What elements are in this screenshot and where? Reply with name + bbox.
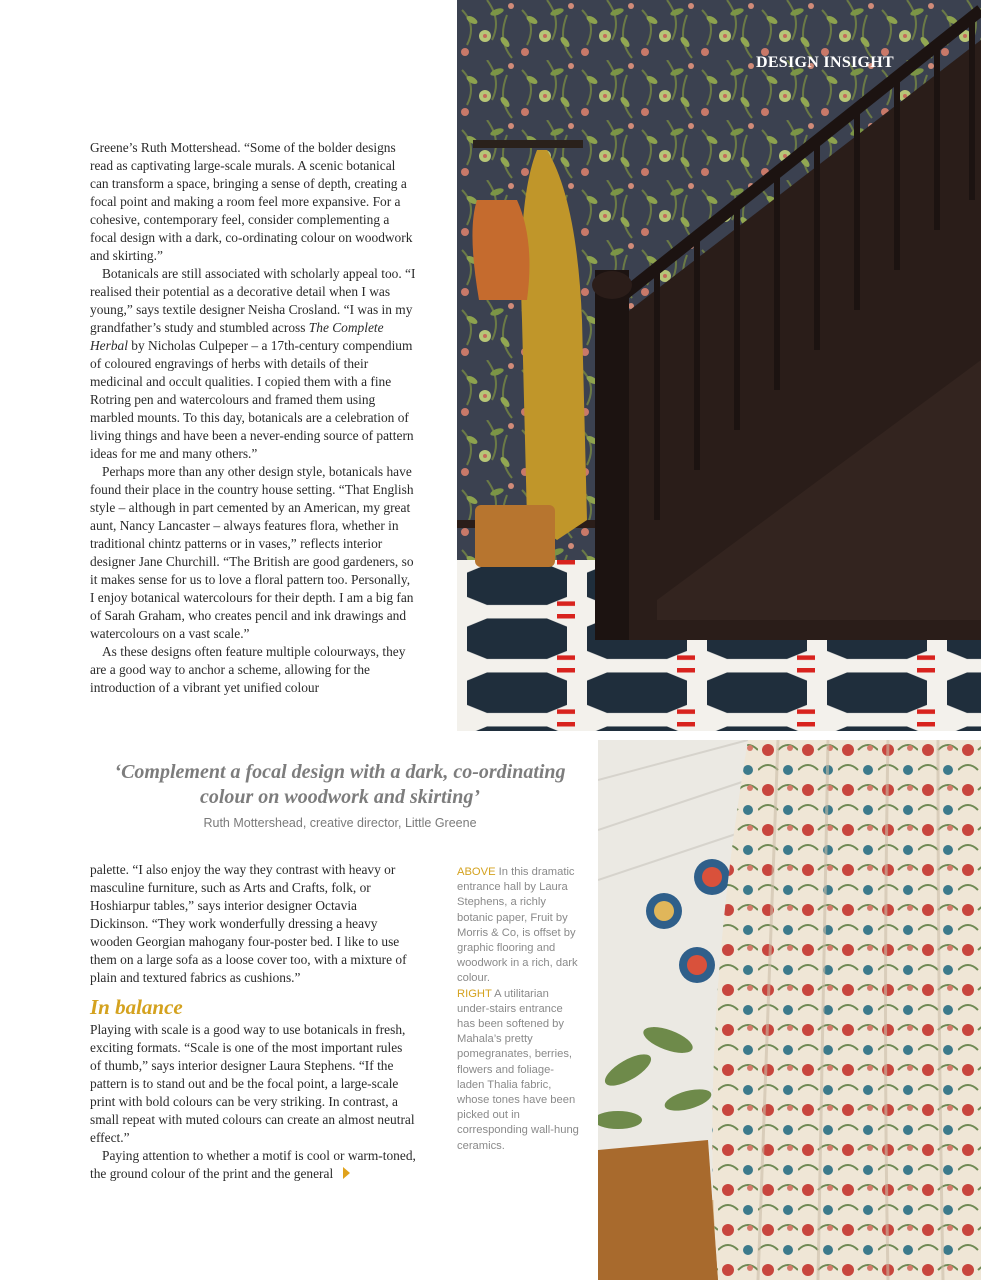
subheading: In balance (90, 995, 183, 1019)
photo-captions (457, 865, 581, 1154)
photo-under-stairs (598, 740, 981, 1280)
caption-text-above: In this dramatic entrance hall by Laura Stephens, a richly botanic paper, Fruit by Morris & Co, is offset by graphic flooring and woodwork in a rich, dark colour. (457, 866, 578, 985)
section-label: DESIGN INSIGHT (755, 54, 895, 71)
book-title: The Complete Herbal (90, 320, 384, 353)
article-paragraph (90, 265, 416, 463)
paragraph-text: by Nicholas Culpeper – a 17th-century compendium of coloured engravings of herbs with details of their medicinal and occult qualities. I copied them with a fine Rotring pen and watercolours and framed them using marbled mounts. To this day, botanicals are a celebration of living things and have been a never-ending source of pattern ideas for me and many others.” (90, 338, 414, 461)
under-stairs-illustration (598, 740, 981, 1280)
caption-label-right: RIGHT (457, 987, 492, 1000)
article-paragraph: As these designs often feature multiple colourways, they are a good way to anchor a scheme, allowing for the introduction of a vibrant yet unified colour (90, 644, 406, 695)
article-paragraph: palette. “I also enjoy the way they contrast with heavy or masculine furniture, such as Arts and Crafts, folk, or Hoshiarpur tables,” says interior designer Octavia Dickinson. “They work wonderfully dressing a heavy wooden Georgian mahogany four-poster bed. I like to use them on a large sofa as a loose cover too, with a mixture of plain and textured fabrics as cushions.” (90, 862, 407, 985)
caption-label-above: ABOVE (457, 866, 496, 878)
photo-entrance-hall (457, 0, 981, 732)
paragraph-text: Botanicals are still associated with scholarly appeal too. “I realised their potential as a decorative detail when I was young,” says textile designer Neisha Crosland. “I was in my grandfather’s study and stumbled across (90, 266, 416, 335)
pull-quote (90, 760, 590, 830)
article-column-bottom (90, 861, 416, 1183)
article-paragraph: Greene’s Ruth Mottershead. “Some of the bolder designs read as captivating large-scale murals. A scenic botanical can transform a space, bringing a sense of depth, creating a focal point and making a room feel more expansive. For a cohesive, contemporary feel, consider complementing a focal design with a dark, co-ordinating colour on woodwork and skirting.” (90, 140, 413, 263)
continue-arrow-icon (343, 1167, 350, 1179)
article-paragraph (90, 1147, 416, 1183)
pull-quote-text: ‘Complement a focal design with a dark, co-ordinating colour on woodwork and skirting’ (114, 761, 566, 808)
article-column-top (90, 139, 416, 697)
article-paragraph: Perhaps more than any other design style, botanicals have found their place in the country house setting. “That English style – although in part cemented by an American, my great aunt, Nancy Lancaster – always features flora, whether in traditional chintz patterns or in vases,” reflects interior designer Jane Churchill. “The British are good gardeners, so it makes sense for us to love a floral pattern too. Personally, I enjoy botanical watercolours for their depth. I am a big fan of Sarah Graham, who creates pencil and ink drawings and watercolours on a vast scale.” (90, 464, 414, 641)
entrance-hall-illustration (457, 0, 981, 732)
paragraph-text: Paying attention to whether a motif is cool or warm-toned, the ground colour of the print and the general (90, 1148, 416, 1181)
pull-quote-attribution: Ruth Mottershead, creative director, Little Greene (203, 816, 477, 830)
caption-text-right: A utilitarian under-stairs entrance has been softened by Mahala’s pretty pomegranates, berries, flowers and foliage-laden Thalia fabric, whose tones have been picked out in corresponding wall-hung ceramics. (457, 987, 579, 1152)
article-paragraph: Playing with scale is a good way to use botanicals in fresh, exciting formats. “Scale is one of the most important rules of thumb,” says interior designer Laura Stephens. “If the pattern is to stand out and be the focal point, a large-scale print with bold colours can be very striking. In contrast, a small repeat with muted colours can create an almost neutral effect.” (90, 1022, 415, 1145)
